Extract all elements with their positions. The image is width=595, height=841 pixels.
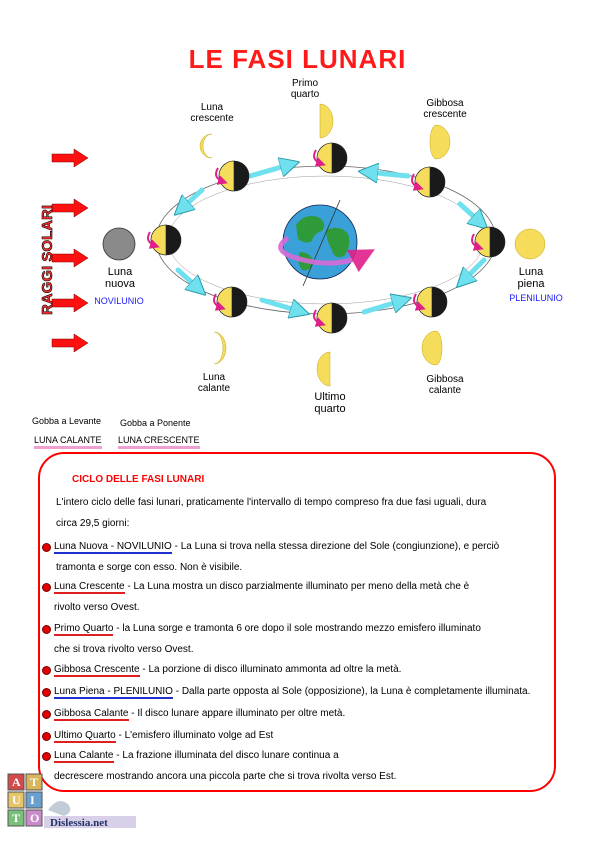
orbit-moon-icon [412,167,445,197]
earth-icon [281,200,366,286]
bullet-dot [42,688,51,697]
bullet-dot [42,625,51,634]
phase-item [54,541,554,553]
phase-description: - Dalla parte opposta al Sole (opposizione), la Luna è completamente illuminata. [172,686,531,697]
label-gibbosa-calante: Gibbosa calante [426,374,464,396]
label-luna-crescente: Luna crescente [190,102,234,124]
phase-term: Primo Quarto [54,623,114,634]
phase-description: - La Luna si trova nella stessa direzione del Sole (congiunzione), e perciò [171,541,500,552]
orbit-moon-icon [314,143,347,173]
phase-term: Luna Calante [54,750,114,761]
phase-term: Luna Nuova - NOVILUNIO [54,541,172,552]
label-luna-calante: Luna calante [197,372,231,394]
svg-text:O: O [30,811,40,825]
label-gibbosa-crescente: Gibbosa crescente [423,98,467,120]
legend-gobba-levante: Gobba a Levante [32,416,102,426]
phase-item [54,750,554,762]
phase-term: Luna Crescente [54,581,125,592]
moon-phases-diagram [0,0,595,420]
info-box-title: CICLO DELLE FASI LUNARI [72,474,205,485]
bullet-dot [42,666,51,675]
orbit-moon-icon [214,287,247,317]
svg-text:I: I [30,793,35,807]
bullet-dot [42,710,51,719]
label-luna-nuova: Luna nuova [105,266,135,290]
phase-description: - La porzione di disco illuminato ammonta ad oltre la metà. [139,664,402,675]
page-title: LE FASI LUNARI [188,44,407,74]
label-primo-quarto: Primo quarto [290,78,320,100]
dislessia-logo [6,770,136,832]
label-novilunio: NOVILUNIO [94,296,144,306]
bullet-dot [42,752,51,761]
legend-luna-calante: LUNA CALANTE [34,435,102,449]
intro-line-1: L'intero ciclo delle fasi lunari, praticamente l'intervallo di tempo compreso fra due fasi uguali, dura [56,497,487,508]
legend-luna-crescente: LUNA CRESCENTE [118,435,200,449]
phase-term: Luna Piena - PLENILUNIO [54,686,173,697]
new-moon-icon [103,228,135,260]
phase-description-cont: tramonta e sorge con esso. Non è visibile. [56,562,243,573]
phase-description: - Il disco lunare appare illuminato per oltre metà. [128,708,346,719]
phase-item [54,623,554,635]
orbit-moon-icon [216,161,249,191]
bullet-dot [42,732,51,741]
orbit-moon-icon [472,227,505,257]
phase-description: - la Luna sorge e tramonta 6 ore dopo il sole mostrando mezzo emisfero illuminato [113,623,481,634]
svg-text:U: U [12,793,21,807]
phase-item [54,708,554,720]
phase-term: Gibbosa Calante [54,708,129,719]
phase-item [54,664,554,676]
bullet-dot [42,543,51,552]
phase-term: Ultimo Quarto [54,730,116,741]
bullet-dot [42,583,51,592]
phase-description: - La frazione illuminata del disco lunare continua a [113,750,339,761]
label-luna-piena: Luna piena [517,266,545,290]
intro-line-2: circa 29,5 giorni: [56,518,130,529]
svg-text:Dislessia.net: Dislessia.net [50,817,108,829]
phase-description: - La Luna mostra un disco parzialmente illuminato per meno della metà che è [124,581,470,592]
svg-text:T: T [30,775,39,789]
orbit-moon-icon [314,303,347,333]
phase-description-cont: decrescere mostrando ancora una piccola parte che si trova rivolta verso Est. [54,771,397,782]
phase-term: Gibbosa Crescente [54,664,140,675]
orbit-moon-icon [148,225,181,255]
legend-gobba-ponente: Gobba a Ponente [120,418,191,428]
raggi-solari-label [30,196,66,324]
label-plenilunio: PLENILUNIO [509,293,563,303]
phase-item [54,730,554,742]
orbit-moon-icon [414,287,447,317]
phase-item [54,581,554,593]
phase-description: - L'emisfero illuminato volge ad Est [115,730,274,741]
phase-description-cont: che si trova rivolto verso Ovest. [54,644,194,655]
phase-description-cont: rivolto verso Ovest. [54,602,140,613]
label-ultimo-quarto: Ultimo quarto [314,391,346,415]
svg-text:A: A [12,775,21,789]
svg-text:RAGGI SOLARI: RAGGI SOLARI [38,204,56,316]
phase-item [54,686,554,698]
svg-text:T: T [12,811,21,825]
